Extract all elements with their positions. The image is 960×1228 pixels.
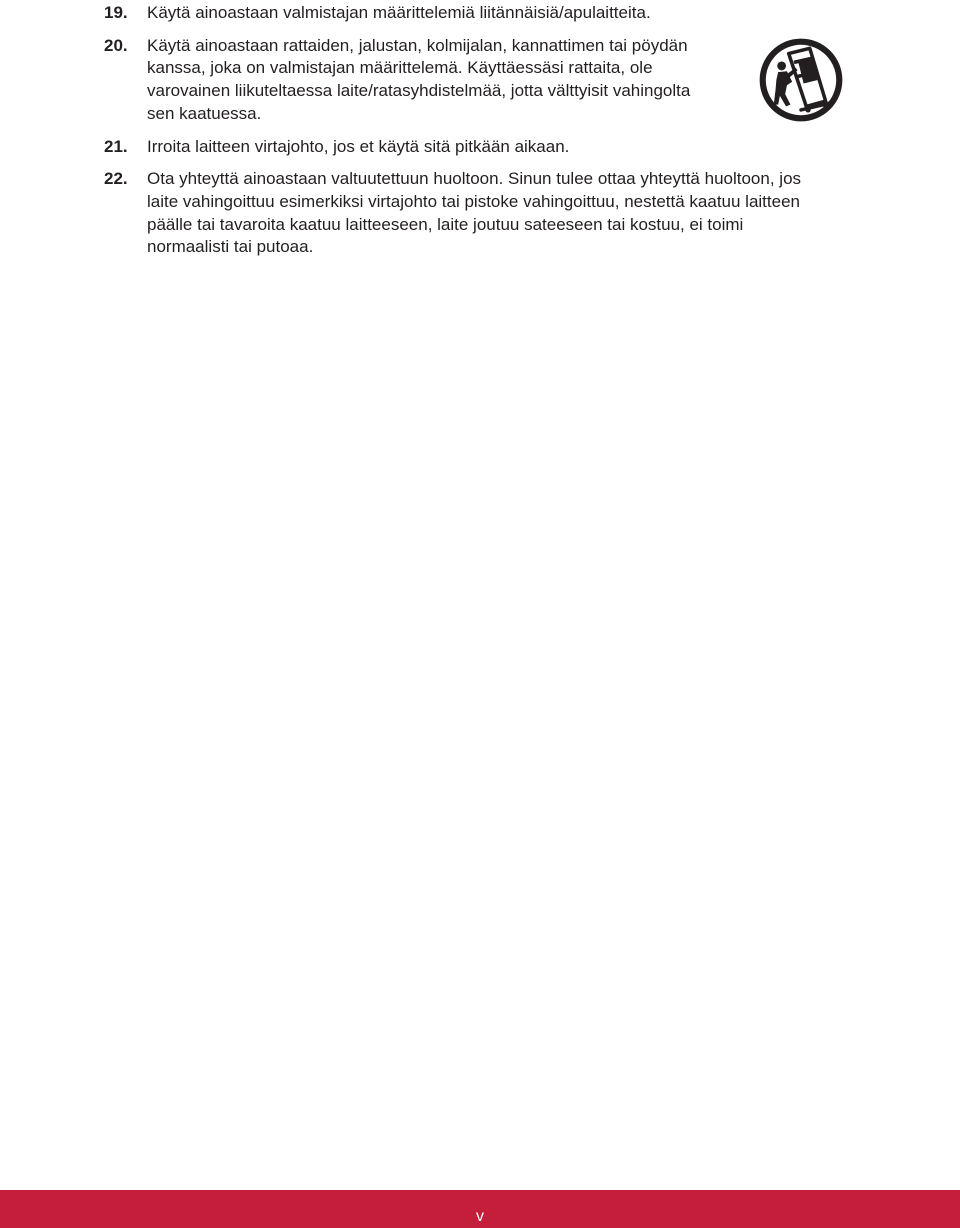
instruction-text: Ota yhteyttä ainoastaan valtuutettuun huoltoon. Sinun tulee ottaa yhteyttä huoltoon, jos laite vahingoittuu esimerkiksi virtajohto tai pistoke vahingoittuu, nestettä kaatuu laitteen päälle tai tavaroita kaatuu laitteeseen, laite joutuu sateeseen tai kostuu, ei toimi normaalisti tai putoaa. bbox=[147, 169, 802, 257]
instruction-text: Irroita laitteen virtajohto, jos et käytä sitä pitkään aikaan. bbox=[147, 136, 570, 156]
instruction-number: 22. bbox=[104, 169, 128, 189]
instruction-text: Käytä ainoastaan rattaiden, jalustan, kolmijalan, kannattimen tai pöydän kanssa, joka on valmistajan määrittelemä. Käyttäessäsi rattaita, ole varovainen liikuteltaessa laite/ratasyhdistelmää, jotta välttyisit vahingolta sen kaatuessa. bbox=[147, 35, 691, 123]
instruction-text: Käytä ainoastaan valmistajan määrittelemiä liitännäisiä/apulaitteita. bbox=[147, 3, 651, 22]
instruction-item-22 bbox=[104, 168, 824, 259]
instruction-item-21 bbox=[104, 136, 824, 159]
safety-instructions-list bbox=[104, 0, 824, 269]
instruction-number: 21. bbox=[104, 136, 128, 156]
instruction-item-19 bbox=[104, 2, 824, 25]
instruction-item-20 bbox=[104, 35, 704, 126]
page-number: v bbox=[476, 1208, 484, 1225]
cart-tip-over-warning-icon bbox=[757, 36, 845, 124]
footer-bar bbox=[0, 1190, 960, 1228]
instruction-number: 19. bbox=[104, 3, 128, 22]
instruction-number: 20. bbox=[104, 35, 128, 55]
